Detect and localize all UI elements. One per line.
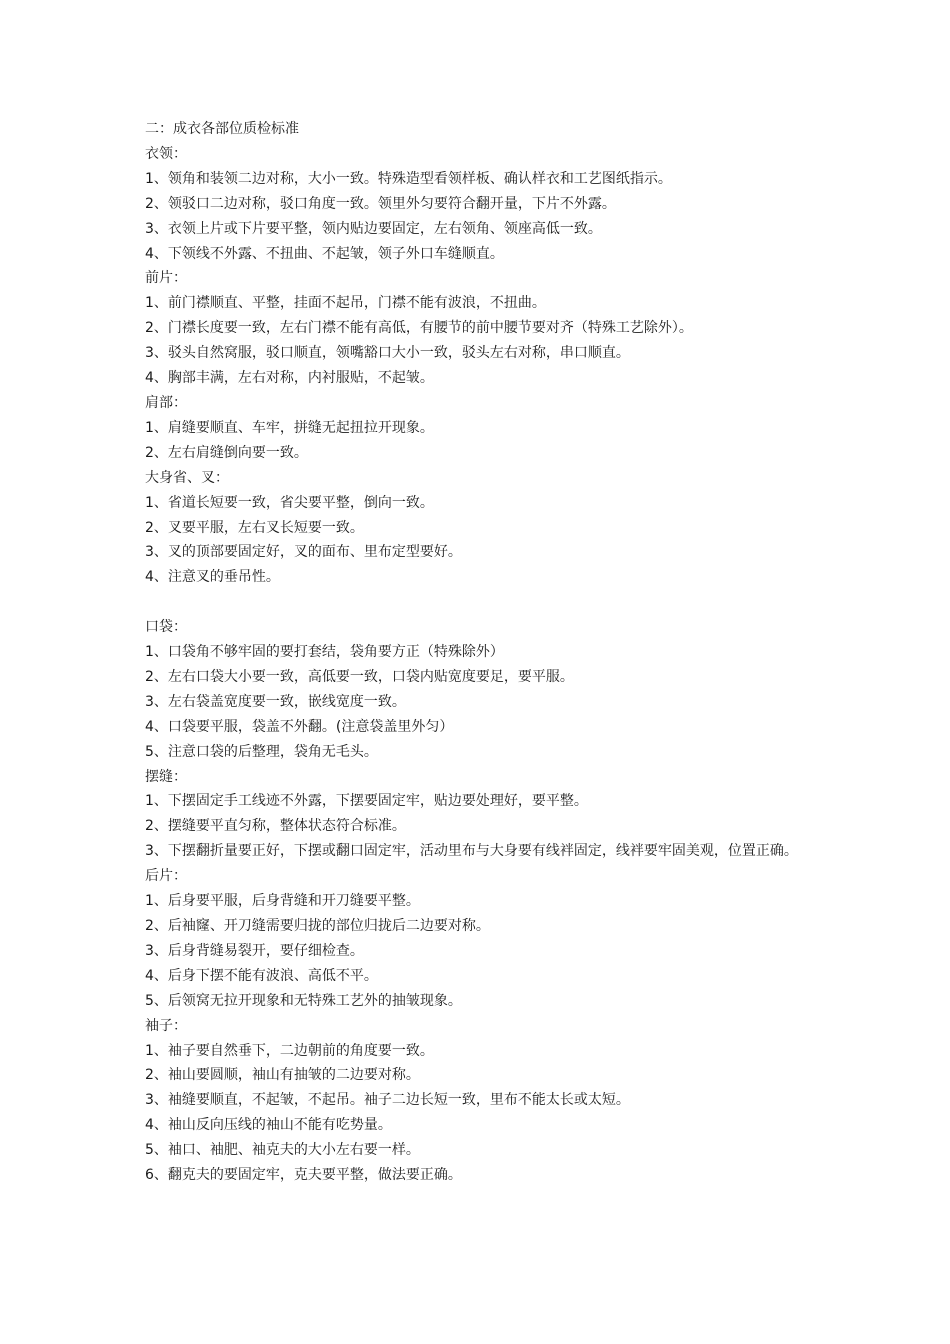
- list-item: 4、注意叉的垂吊性。: [145, 569, 280, 586]
- section-sleeves: [145, 1014, 825, 1188]
- list-item: 5、后领窝无拉开现象和无特殊工艺外的抽皱现象。: [145, 992, 462, 1009]
- blank-line: [145, 590, 825, 615]
- list-item: 3、袖缝要顺直，不起皱，不起吊。袖子二边长短一致，里布不能太长或太短。: [145, 1092, 630, 1109]
- list-item: 4、胸部丰满，左右对称，内衬服贴，不起皱。: [145, 370, 434, 387]
- list-item: 2、领驳口二边对称，驳口角度一致。领里外匀要符合翻开量，下片不外露。: [145, 195, 616, 212]
- list-item: 2、门襟长度要一致，左右门襟不能有高低，有腰节的前中腰节要对齐（特殊工艺除外）。: [145, 320, 693, 337]
- list-item: 1、肩缝要顺直、车牢，拼缝无起扭拉开现象。: [145, 419, 434, 436]
- section-shoulder: [145, 391, 825, 466]
- section-heading: 口袋：: [145, 619, 187, 636]
- list-item: 6、翻克夫的要固定牢，克夫要平整，做法要正确。: [145, 1167, 462, 1184]
- section-pockets: [145, 615, 825, 764]
- list-item: 1、口袋角不够牢固的要打套结，袋角要方正（特殊除外）: [145, 644, 504, 661]
- list-item: 2、左右肩缝倒向要一致。: [145, 444, 308, 461]
- section-heading: 摆缝：: [145, 768, 187, 785]
- list-item: 3、衣领上片或下片要平整，领内贴边要固定，左右领角、领座高低一致。: [145, 220, 602, 237]
- list-item: 1、前门襟顺直、平整，挂面不起吊，门襟不能有波浪，不扭曲。: [145, 295, 546, 312]
- list-item: 5、注意口袋的后整理，袋角无毛头。: [145, 743, 378, 760]
- section-hem-seams: [145, 765, 825, 865]
- list-item: 2、后袖窿、开刀缝需要归拢的部位归拢后二边要对称。: [145, 917, 490, 934]
- list-item: 2、摆缝要平直匀称，整体状态符合标准。: [145, 818, 406, 835]
- section-back-panel: [145, 864, 825, 1013]
- list-item: 1、后身要平服，后身背缝和开刀缝要平整。: [145, 893, 420, 910]
- list-item: 2、左右口袋大小要一致，高低要一致，口袋内贴宽度要足，要平服。: [145, 668, 574, 685]
- section-collar: [145, 142, 825, 267]
- section-heading: 前片：: [145, 270, 187, 287]
- section-heading: 衣领：: [145, 145, 187, 162]
- section-heading: 后片：: [145, 868, 187, 885]
- list-item: 1、袖子要自然垂下，二边朝前的角度要一致。: [145, 1042, 434, 1059]
- section-heading: 肩部：: [145, 394, 187, 411]
- list-item: 4、后身下摆不能有波浪、高低不平。: [145, 967, 378, 984]
- list-item: 1、省道长短要一致，省尖要平整，倒向一致。: [145, 494, 434, 511]
- list-item: 3、后身背缝易裂开，要仔细检查。: [145, 942, 364, 959]
- document-title: 二：成衣各部位质检标准: [145, 121, 299, 137]
- list-item: 3、下摆翻折量要正好，下摆或翻口固定牢，活动里布与大身要有线袢固定，线袢要牢固美观，位置正确。: [145, 843, 798, 860]
- list-item: 5、袖口、袖肥、袖克夫的大小左右要一样。: [145, 1142, 420, 1159]
- document-body: [145, 117, 825, 1188]
- list-item: 3、左右袋盖宽度要一致，嵌线宽度一致。: [145, 693, 406, 710]
- section-darts-vents: [145, 466, 825, 591]
- list-item: 4、下领线不外露、不扭曲、不起皱，领子外口车缝顺直。: [145, 245, 504, 262]
- section-heading: 袖子：: [145, 1017, 187, 1034]
- list-item: 2、袖山要圆顺，袖山有抽皱的二边要对称。: [145, 1067, 420, 1084]
- list-item: 3、叉的顶部要固定好，叉的面布、里布定型要好。: [145, 544, 462, 561]
- list-item: 4、袖山反向压线的袖山不能有吃势量。: [145, 1117, 392, 1134]
- list-item: 2、叉要平服，左右叉长短要一致。: [145, 519, 364, 536]
- list-item: 3、驳头自然窝服，驳口顺直，领嘴豁口大小一致，驳头左右对称，串口顺直。: [145, 345, 630, 362]
- section-front-panel: [145, 266, 825, 391]
- list-item: 1、下摆固定手工线迹不外露，下摆要固定牢，贴边要处理好，要平整。: [145, 793, 588, 810]
- section-heading: 大身省、叉：: [145, 469, 229, 486]
- list-item: 1、领角和装领二边对称，大小一致。特殊造型看领样板、确认样衣和工艺图纸指示。: [145, 170, 672, 187]
- list-item: 4、口袋要平服，袋盖不外翻。(注意袋盖里外匀）: [145, 718, 454, 735]
